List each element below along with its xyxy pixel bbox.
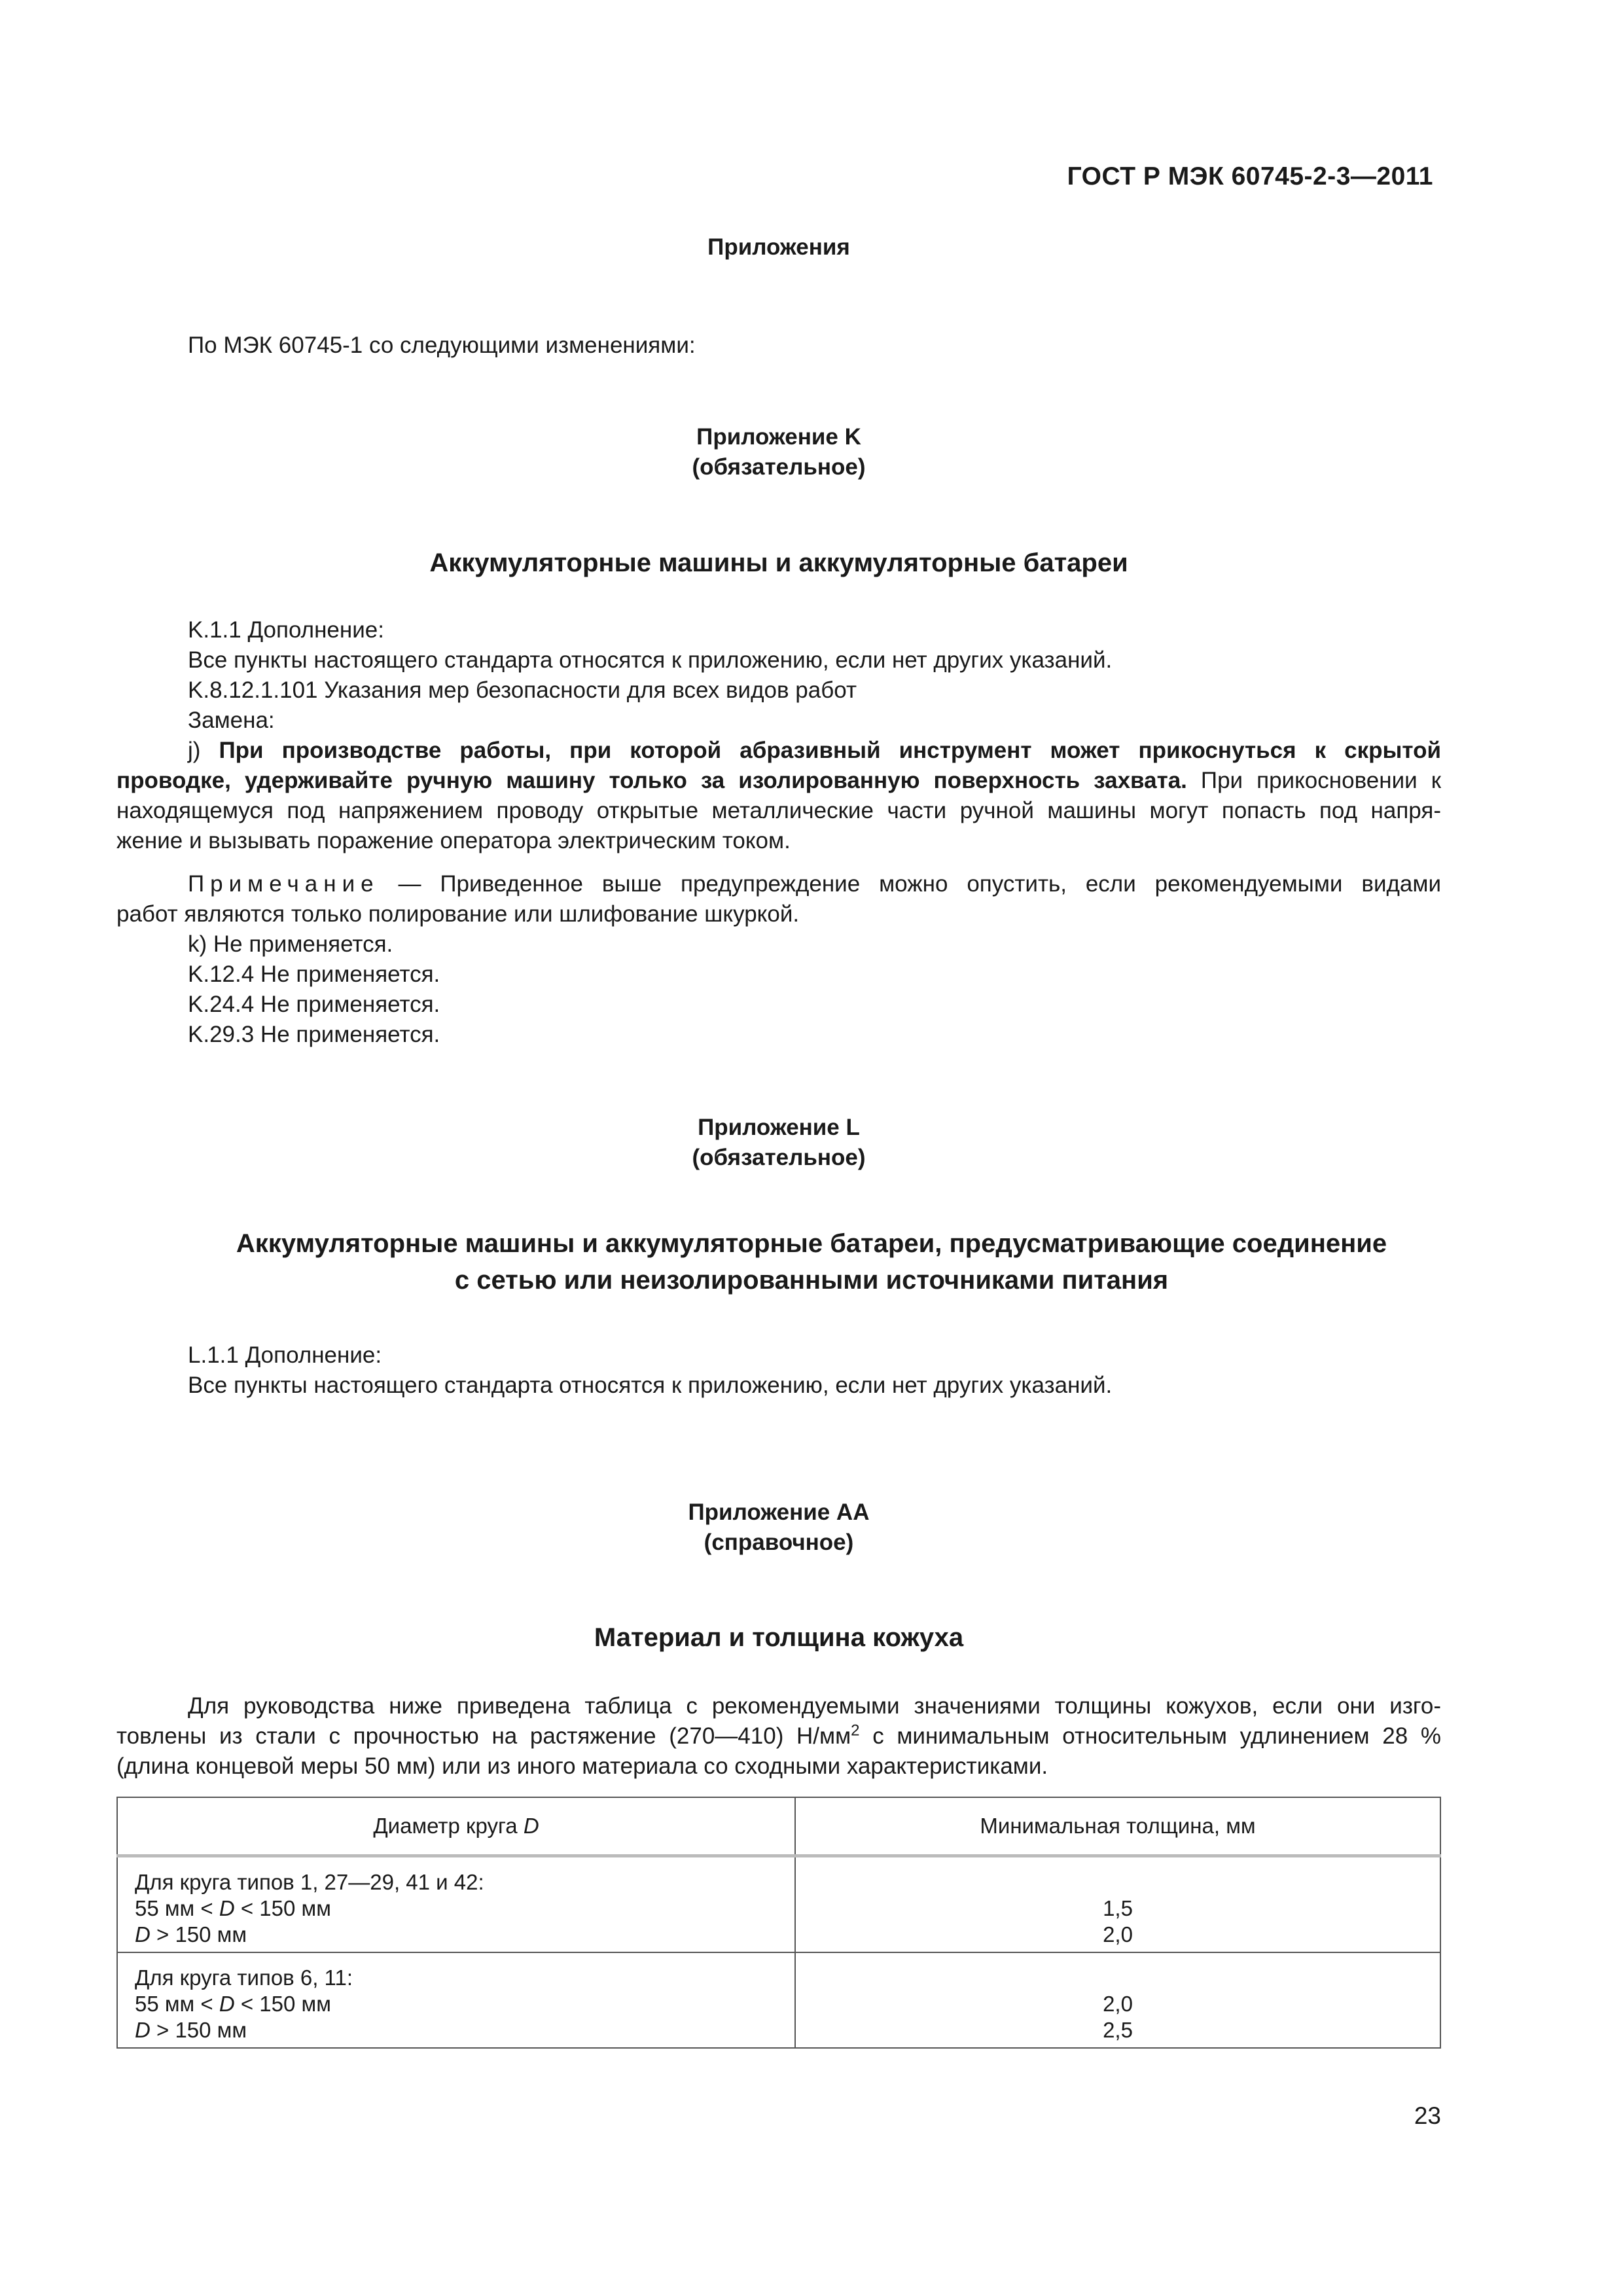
annex-k-title: Приложение K	[696, 424, 861, 450]
row-1-range-2-var: D	[135, 1922, 151, 1946]
header-thickness: Минимальная толщина, мм	[795, 1797, 1440, 1856]
annex-l-name-1: Аккумуляторные машины и аккумуляторные батареи, предусматривающие соединение	[236, 1229, 1387, 1258]
annex-k-name: Аккумуляторные машины и аккумуляторные батареи	[429, 548, 1128, 577]
table-header-row	[117, 1797, 1440, 1856]
row-2-value-2: 2,5	[1103, 2018, 1133, 2042]
j-bold-1: При производстве работы, при которой абразивный инструмент может прикоснуться к скрытой	[219, 738, 1441, 763]
row-2-value-1: 2,0	[1103, 1992, 1133, 2016]
row-1-group: Для круга типов 1, 27—29, 41 и 42:	[135, 1870, 484, 1894]
row-2-group: Для круга типов 6, 11:	[135, 1965, 353, 1990]
appendices-heading: Приложения	[707, 234, 850, 260]
j-rest-2: При прикосновении к	[1186, 768, 1442, 793]
row-1-range-1-a: 55 мм <	[135, 1896, 219, 1920]
k11-text: Все пункты настоящего стандарта относятся к приложению, если нет других указаний.	[188, 647, 1113, 673]
k-item: k) Не применяется.	[188, 931, 393, 957]
row-2-range-2-b: > 150 мм	[150, 2018, 247, 2042]
aa-para-2a: товлены из стали с прочностью на растяжение (270—410) Н/мм	[116, 1723, 851, 1749]
row-2-range-1-b: < 150 мм	[234, 1992, 331, 2016]
table-row	[117, 1952, 1440, 2048]
k244-clause: K.24.4 Не применяется.	[188, 992, 440, 1017]
row-2-thickness	[795, 1952, 1440, 2048]
annex-aa-status: (справочное)	[704, 1530, 854, 1555]
j-line-2	[116, 766, 1441, 796]
header-diameter-var: D	[523, 1814, 539, 1838]
annex-l-status: (обязательное)	[692, 1145, 866, 1170]
standard-code: ГОСТ Р МЭК 60745-2-3—2011	[1067, 162, 1433, 190]
aa-para-line-2	[116, 1721, 1441, 1751]
row-1-diameter	[117, 1856, 795, 1953]
header-diameter	[117, 1797, 795, 1856]
page-number: 23	[1414, 2102, 1441, 2129]
l11-text: Все пункты настоящего стандарта относятся к приложению, если нет других указаний.	[188, 1372, 1113, 1398]
aa-para-2b: с минимальным относительным удлинением 28 %	[859, 1723, 1441, 1749]
j-line-4: жение и вызывать поражение оператора электрическим током.	[116, 828, 791, 853]
replace-label: Замена:	[188, 708, 275, 733]
k124-clause: K.12.4 Не применяется.	[188, 961, 440, 987]
k11-clause: K.1.1 Дополнение:	[188, 617, 384, 643]
j-prefix: j)	[188, 738, 219, 763]
annex-l-name-2: с сетью или неизолированными источниками питания	[454, 1266, 1169, 1295]
row-1-range-1	[135, 1895, 794, 1922]
row-2-diameter	[117, 1952, 795, 2048]
row-1-range-2	[135, 1922, 794, 1948]
row-1-thickness	[795, 1856, 1440, 1953]
row-1-value-2: 2,0	[1103, 1922, 1133, 1946]
table-row	[117, 1856, 1440, 1953]
j-bold-2: проводке, удерживайте ручную машину только за изолированную поверхность захвата.	[116, 768, 1187, 793]
note-line-1	[188, 869, 1441, 899]
row-2-range-1-var: D	[219, 1992, 235, 2016]
l11-clause: L.1.1 Дополнение:	[188, 1342, 382, 1368]
row-1-range-1-var: D	[219, 1896, 235, 1920]
note-label: Примечание	[188, 871, 380, 897]
thickness-table	[116, 1797, 1441, 2049]
aa-para-line-3: (длина концевой меры 50 мм) или из иного материала со сходными характеристиками.	[116, 1753, 1048, 1779]
annex-aa-title: Приложение AA	[688, 1499, 870, 1525]
aa-para-line-1: Для руководства ниже приведена таблица с рекомендуемыми значениями толщины кожухов, если они изго-	[188, 1693, 1441, 1719]
appendices-intro: По МЭК 60745-1 со следующими изменениями:	[188, 332, 696, 358]
row-2-range-1	[135, 1991, 794, 2017]
annex-k-status: (обязательное)	[692, 454, 866, 480]
aa-para-2-sup: 2	[851, 1721, 860, 1740]
row-1-value-1: 1,5	[1103, 1896, 1133, 1920]
note-text-1: — Приведенное выше предупреждение можно опустить, если рекомендуемыми видами	[379, 871, 1441, 897]
k293-clause: K.29.3 Не применяется.	[188, 1022, 440, 1047]
row-2-range-2	[135, 2017, 794, 2043]
header-diameter-text: Диаметр круга	[373, 1814, 524, 1838]
row-2-range-2-var: D	[135, 2018, 151, 2042]
annex-aa-name: Материал и толщина кожуха	[594, 1623, 964, 1652]
annex-l-title: Приложение L	[698, 1115, 860, 1140]
j-line-1	[188, 736, 1441, 766]
row-1-range-2-b: > 150 мм	[150, 1922, 247, 1946]
k8-clause: K.8.12.1.101 Указания мер безопасности для всех видов работ	[188, 677, 857, 703]
j-line-3: находящемуся под напряжением проводу открытые металлические части ручной машины могут попасть под напря-	[116, 798, 1441, 823]
row-2-range-1-a: 55 мм <	[135, 1992, 219, 2016]
note-line-2: работ являются только полирование или шлифование шкуркой.	[116, 901, 800, 927]
row-1-range-1-b: < 150 мм	[234, 1896, 331, 1920]
